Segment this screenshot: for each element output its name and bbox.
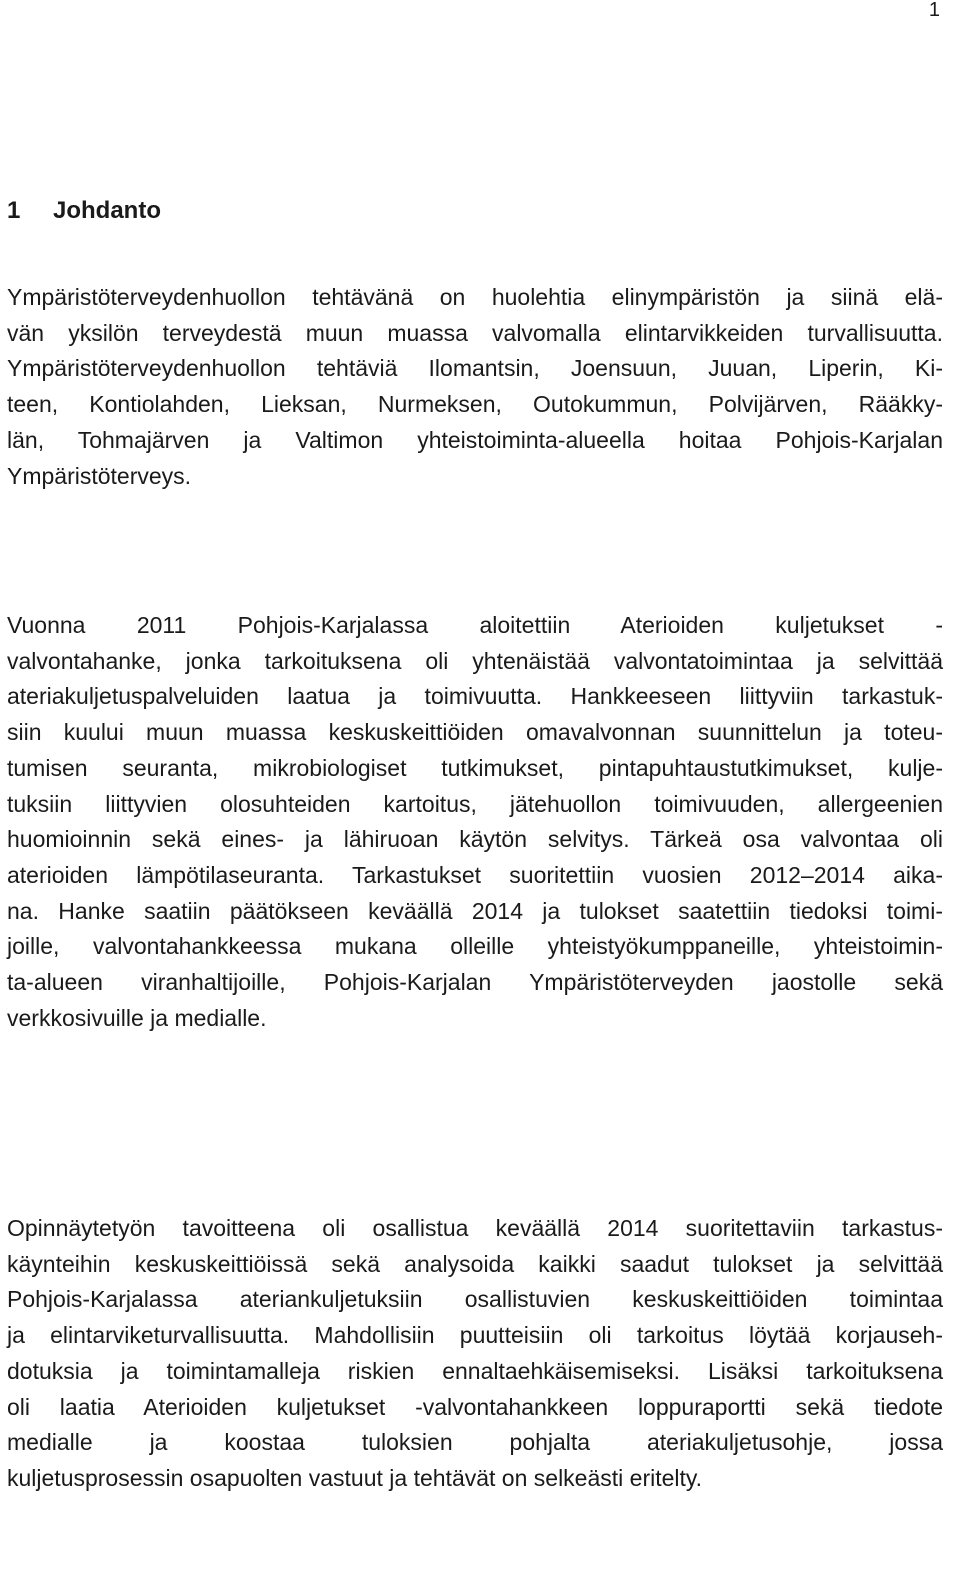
text-line: vän yksilön terveydestä muun muassa valvomalla elintarvikkeiden turvallisuutta. — [7, 319, 943, 346]
text-line: län, Tohmajärven ja Valtimon yhteistoiminta-alueella hoitaa Pohjois-Karjalan — [7, 426, 943, 453]
text-line: Opinnäytetyön tavoitteena oli osallistua keväällä 2014 suoritettaviin tarkastus- — [7, 1215, 943, 1241]
section-heading — [7, 196, 161, 226]
paragraph-intro — [7, 280, 943, 494]
text-line: ta-alueen viranhaltijoille, Pohjois-Karjalan Ympäristöterveyden jaostolle sekä — [7, 969, 943, 996]
section-title: Johdanto — [53, 197, 161, 224]
text-line: Vuonna 2011 Pohjois-Karjalassa aloitettiin Aterioiden kuljetukset - — [7, 612, 943, 638]
text-line: tumisen seuranta, mikrobiologiset tutkimukset, pintapuhtaustutkimukset, kulje- — [7, 754, 943, 781]
text-line: valvontahanke, jonka tarkoituksena oli yhtenäistää valvontatoimintaa ja selvittää — [7, 647, 943, 674]
text-line: oli laatia Aterioiden kuljetukset -valvontahankkeen loppuraportti sekä tiedote — [7, 1393, 943, 1420]
text-line: huomioinnin sekä eines- ja lähiruoan käytön selvitys. Tärkeä osa valvontaa oli — [7, 826, 943, 853]
section-number: 1 — [7, 197, 21, 224]
text-line: Ympäristöterveys. — [7, 462, 192, 489]
text-line: na. Hanke saatiin päätökseen keväällä 2014 ja tulokset saatettiin tiedoksi toimi- — [7, 897, 943, 924]
text-line: kuljetusprosessin osapuolten vastuut ja tehtävät on selkeästi eritelty. — [7, 1464, 703, 1491]
paragraph-thesis-goal — [7, 1211, 943, 1497]
text-line: ateriakuljetuspalveluiden laatua ja toimivuutta. Hankkeeseen liittyviin tarkastuk- — [7, 683, 943, 710]
paragraph-project — [7, 608, 943, 1036]
text-line: Ympäristöterveydenhuollon tehtäviä Ilomantsin, Joensuun, Juuan, Liperin, Ki- — [7, 355, 943, 382]
text-line: ja elintarviketurvallisuutta. Mahdollisiin puutteisiin oli tarkoitus löytää korjauseh- — [7, 1322, 943, 1349]
text-line: aterioiden lämpötilaseuranta. Tarkastukset suoritettiin vuosien 2012–2014 aika- — [7, 861, 943, 888]
text-line: Ympäristöterveydenhuollon tehtävänä on huolehtia elinympäristön ja siinä elä- — [7, 284, 943, 310]
text-line: käynteihin keskuskeittiöissä sekä analysoida kaikki saadut tulokset ja selvittää — [7, 1250, 943, 1277]
text-line: Pohjois-Karjalassa ateriankuljetuksiin osallistuvien keskuskeittiöiden toimintaa — [7, 1286, 943, 1313]
text-line: joille, valvontahankkeessa mukana olleille yhteistyökumppaneille, yhteistoimin- — [7, 933, 943, 960]
text-line: tuksiin liittyvien olosuhteiden kartoitus, jätehuollon toimivuuden, allergeenien — [7, 790, 943, 817]
text-line: siin kuului muun muassa keskuskeittiöiden omavalvonnan suunnittelun ja toteu- — [7, 719, 943, 746]
page-number: 1 — [928, 0, 940, 21]
text-line: verkkosivuille ja medialle. — [7, 1004, 267, 1031]
text-line: teen, Kontiolahden, Lieksan, Nurmeksen, Outokummun, Polvijärven, Rääkky- — [7, 391, 943, 418]
text-line: dotuksia ja toimintamalleja riskien ennaltaehkäisemiseksi. Lisäksi tarkoituksena — [7, 1357, 943, 1384]
text-line: medialle ja koostaa tuloksien pohjalta ateriakuljetusohje, jossa — [7, 1429, 943, 1456]
